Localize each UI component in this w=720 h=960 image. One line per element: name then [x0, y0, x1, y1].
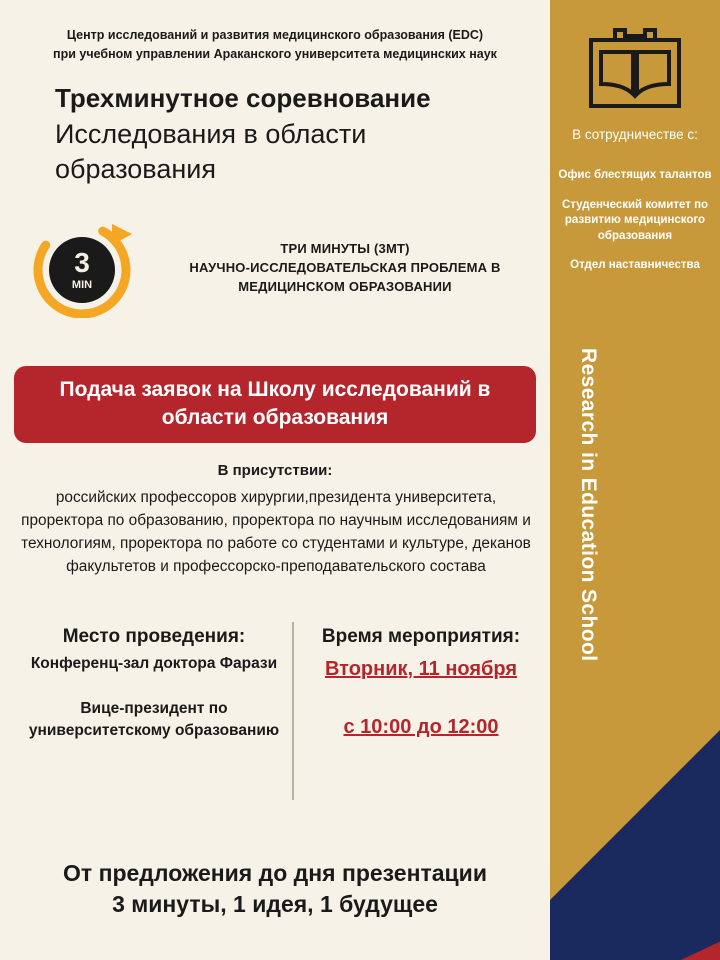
footer-slogan-line2: 3 минуты, 1 идея, 1 будущее — [112, 891, 438, 918]
caption-line2: НАУЧНО-ИССЛЕДОВАТЕЛЬСКАЯ ПРОБЛЕМА В МЕДИЦИНСКОМ ОБРАЗОВАНИИ — [189, 259, 501, 294]
footer-slogan-line1: От предложения до дня презентации — [63, 860, 487, 886]
application-banner-text: Подача заявок на Школу исследований в области образования — [59, 378, 491, 429]
venue-block — [28, 626, 280, 741]
presence-label: В присутствии: — [217, 462, 333, 479]
column-divider — [292, 622, 294, 800]
footer-slogan — [14, 858, 536, 920]
collaboration-heading: В сотрудничестве с: — [572, 127, 698, 142]
organization-header-line1: Центр исследований и развития медицинского образования (EDC) — [66, 28, 484, 42]
page-title-line1: Трехминутное соревнование — [55, 83, 431, 113]
list-item: Отдел наставничества — [570, 259, 700, 272]
list-item: Студенческий комитет по развитию медицинского образования — [561, 198, 709, 242]
list-item: Офис блестящих талантов — [558, 169, 712, 181]
caption-line1: ТРИ МИНУТЫ (3МТ) — [280, 241, 410, 256]
organization-header — [20, 26, 530, 65]
collaboration-partner-list — [556, 168, 714, 288]
venue-title: Место проведения: — [62, 626, 246, 647]
svg-text:MIN: MIN — [71, 279, 93, 291]
timing-hours: с 10:00 до 12:00 — [343, 716, 499, 738]
sidebar-vertical-title: Research in Education School — [577, 348, 600, 662]
timing-block — [306, 626, 536, 739]
page-title — [55, 82, 525, 187]
svg-text:3: 3 — [74, 247, 90, 278]
venue-subtitle: Вице-президент по университетскому образованию — [28, 700, 280, 739]
page-title-line2: Исследования в области образования — [55, 118, 367, 184]
three-minute-timer-icon — [28, 218, 136, 318]
application-banner — [14, 366, 536, 443]
organization-header-line2: при учебном управлении Араканского университета медицинских наук — [53, 47, 497, 62]
timing-title: Время мероприятия: — [321, 626, 521, 647]
venue-place: Конференц-зал доктора Фарази — [30, 655, 278, 672]
timing-date: Вторник, 11 ноября — [324, 658, 518, 680]
presence-body: российских профессоров хирургии,президента университета, проректора по образованию, проректора по научным исследованиям и технологиям, проректора по работе со студентами и культуре, деканов факультетов и профессорско-преподавательского состава — [21, 489, 531, 576]
university-logo-icon — [585, 26, 685, 114]
competition-caption — [160, 240, 530, 297]
